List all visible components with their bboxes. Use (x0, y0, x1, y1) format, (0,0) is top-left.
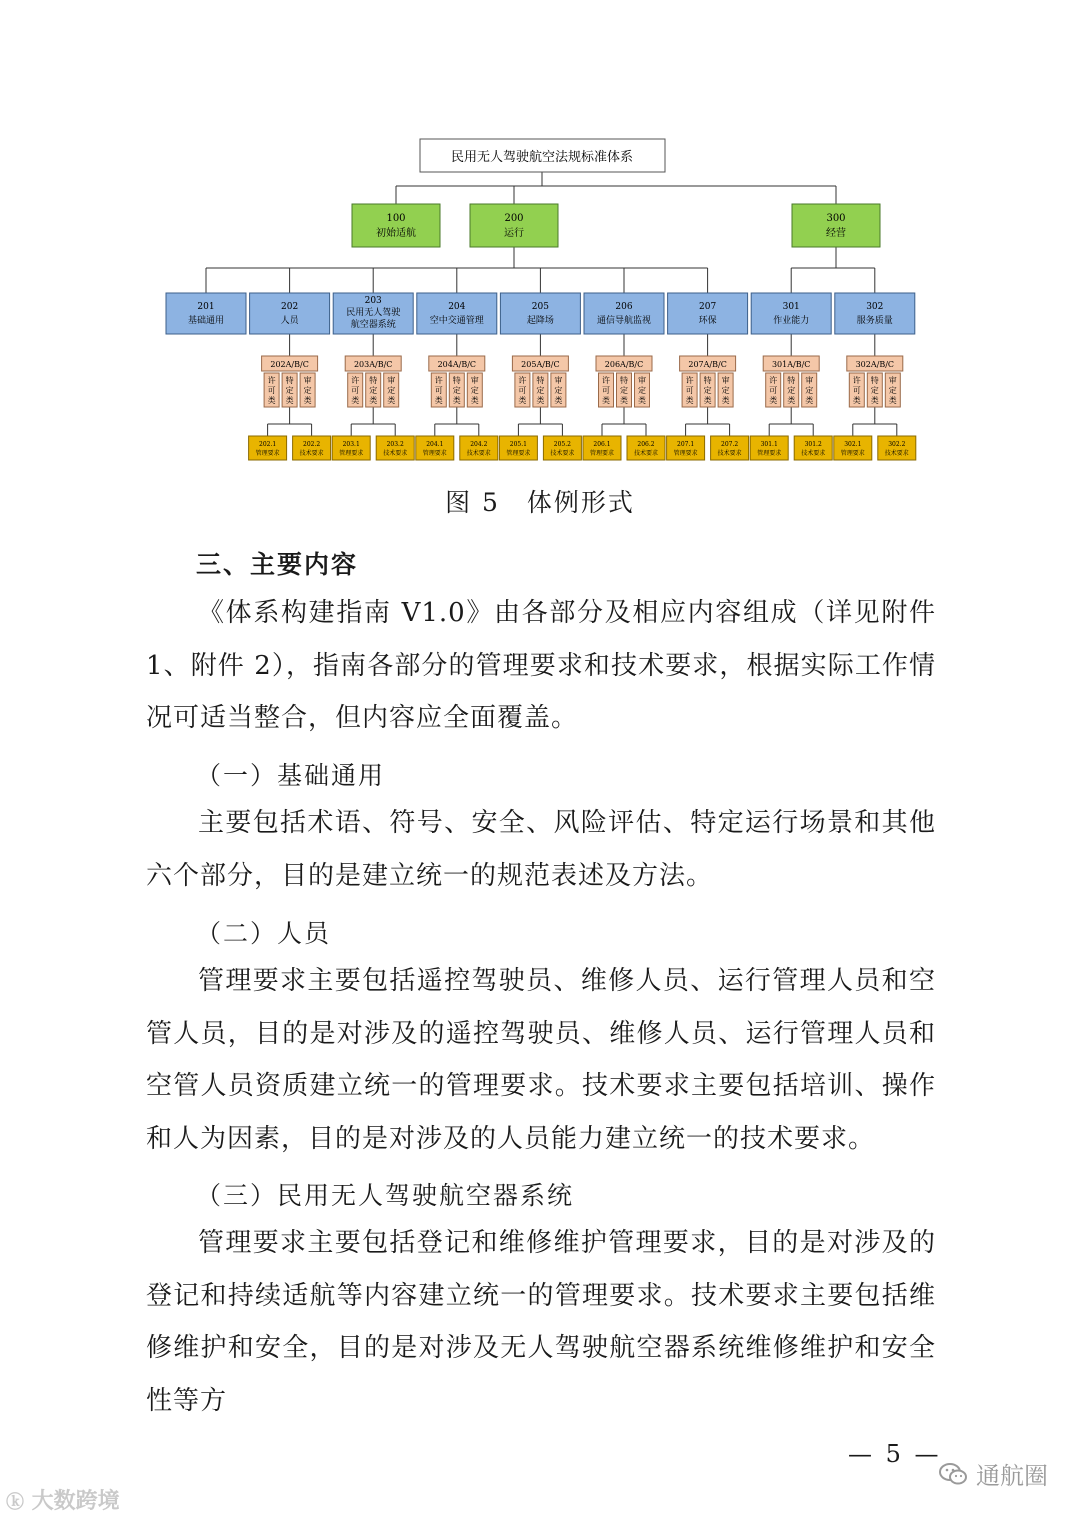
category-label: 审定类 (721, 376, 730, 405)
category-label: 许可类 (602, 376, 610, 405)
level2-box (584, 293, 664, 334)
level2-nodes (166, 293, 916, 460)
leaf-label: 206.2 技术要求 (633, 441, 659, 457)
level2-node-202 (249, 293, 331, 460)
level2-box (500, 293, 580, 334)
watermark-right (938, 1456, 1048, 1491)
category-label: 特定类 (703, 376, 712, 405)
subsection-title-personnel: （二）人员 (196, 919, 332, 948)
leaf-label: 203.2 技术要求 (383, 441, 408, 457)
level1-node-300 (792, 204, 880, 247)
mid-label: 301A/B/C (771, 360, 811, 369)
category-label: 特定类 (536, 376, 545, 405)
category-label: 许可类 (685, 376, 694, 405)
level1-nodes (352, 204, 880, 247)
level2-name: 环保 (698, 316, 717, 326)
category-label: 特定类 (620, 376, 628, 405)
category-label: 特定类 (452, 376, 461, 405)
category-label: 审定类 (303, 376, 312, 405)
leaf-label: 301.2 技术要求 (801, 441, 826, 457)
mid-label: 302A/B/C (855, 360, 895, 369)
level2-name: 民用无人驾驶 (346, 308, 401, 318)
level2-code: 207 (699, 302, 717, 312)
paragraph-uas: 管理要求主要包括登记和维修维护管理要求，目的是对涉及的登记和持续适航等内容建立统一的管理要求。技术要求主要包括维修维护和安全，目的是对涉及无人驾驶航空器系统维修维护和安全性等方 (146, 1228, 936, 1416)
level2-box (668, 293, 748, 334)
wechat-icon (938, 1461, 968, 1487)
level2-code: 204 (448, 302, 466, 312)
level2-node-301 (750, 293, 832, 460)
leaf-label: 203.1 管理要求 (339, 441, 364, 457)
level2-box (417, 293, 497, 334)
leaf-label: 302.2 技术要求 (884, 441, 909, 457)
paragraph-basic: 主要包括术语、符号、安全、风险评估、特定运行场景和其他六个部分，目的是建立统一的规范表述及方法。 (146, 808, 936, 891)
level2-node-204 (416, 293, 498, 460)
category-label: 审定类 (805, 376, 814, 405)
level2-box (250, 293, 330, 334)
level2-name: 通信导航监视 (596, 316, 652, 326)
mid-label: 207A/B/C (688, 360, 727, 369)
level2-name: 作业能力 (773, 316, 810, 326)
level1-code: 300 (826, 213, 846, 224)
category-label: 审定类 (554, 376, 563, 405)
category-label: 许可类 (518, 376, 527, 405)
leaf-label: 202.1 管理要求 (255, 441, 280, 457)
mid-label: 204A/B/C (437, 360, 477, 369)
leaf-label: 205.2 技术要求 (550, 441, 575, 457)
level2-box (751, 293, 831, 334)
level2-node-205 (499, 293, 581, 460)
level1-box (792, 204, 880, 247)
category-label: 审定类 (387, 376, 396, 405)
leaf-label: 301.1 管理要求 (757, 441, 782, 457)
watermark-left (6, 1484, 120, 1515)
subsection-title-basic: （一）基础通用 (196, 761, 386, 790)
leaf-label: 207.1 管理要求 (673, 441, 698, 457)
leaf-label: 205.1 管理要求 (506, 441, 531, 457)
level1-code: 100 (386, 213, 406, 224)
level2-code: 202 (281, 302, 299, 312)
level2-name: 服务质量 (856, 316, 893, 326)
level2-name: 基础通用 (187, 316, 225, 326)
category-label: 特定类 (369, 376, 378, 405)
level2-name: 人员 (280, 316, 299, 326)
level1-code: 200 (504, 213, 524, 224)
category-label: 许可类 (351, 376, 360, 405)
root-label: 民用无人驾驶航空法规标准体系 (450, 150, 634, 165)
level1-node-100 (352, 204, 440, 247)
level2-box (166, 293, 246, 334)
level2-node-302 (834, 293, 916, 460)
leaf-label: 206.1 管理要求 (589, 441, 615, 457)
level1-name: 运行 (504, 228, 524, 239)
category-label: 审定类 (638, 376, 646, 405)
leaf-label: 204.2 技术要求 (466, 441, 491, 457)
page-number: — 5 — (848, 1440, 942, 1468)
leaf-label: 207.2 技术要求 (717, 441, 742, 457)
category-label: 审定类 (888, 376, 897, 405)
level2-code: 201 (197, 302, 215, 312)
standards-hierarchy-diagram (0, 0, 1080, 470)
category-label: 许可类 (267, 376, 276, 405)
watermark-left-text: 大数跨境 (31, 1489, 120, 1514)
category-label: 特定类 (787, 376, 796, 405)
level2-code: 203 (364, 296, 382, 306)
category-label: 许可类 (852, 376, 861, 405)
level2-node-207 (667, 293, 749, 460)
category-label: 特定类 (285, 376, 294, 405)
leaf-label: 204.1 管理要求 (422, 441, 447, 457)
mid-label: 203A/B/C (353, 360, 393, 369)
category-label: 许可类 (769, 376, 778, 405)
section-heading: 三、主要内容 (196, 550, 359, 579)
root-node (420, 139, 665, 172)
level1-node-200 (470, 204, 558, 247)
category-label: 特定类 (870, 376, 879, 405)
level1-name: 初始适航 (376, 228, 416, 239)
level2-subname: 航空器系统 (350, 320, 396, 330)
level1-box (352, 204, 440, 247)
level2-code: 301 (782, 302, 800, 312)
figure-caption: 图 5 体例形式 (445, 488, 635, 517)
leaf-label: 202.2 技术要求 (299, 441, 324, 457)
paragraph-personnel: 管理要求主要包括遥控驾驶员、维修人员、运行管理人员和空管人员，目的是对涉及的遥控驾驶员、维修人员、运行管理人员和空管人员资质建立统一的管理要求。技术要求主要包括培训、操作和人为因素，目的是对涉及的人员能力建立统一的技术要求。 (146, 966, 936, 1154)
level2-node-201 (166, 293, 246, 334)
level2-node-203 (332, 293, 414, 460)
level2-node-206 (583, 293, 665, 460)
category-label: 许可类 (434, 376, 443, 405)
watermark-right-text: 通航圈 (976, 1462, 1048, 1490)
mid-label: 205A/B/C (521, 360, 560, 369)
level2-box (835, 293, 915, 334)
subsection-title-uas: （三）民用无人驾驶航空器系统 (196, 1181, 575, 1210)
level1-name: 经营 (826, 228, 846, 239)
level2-name: 起降场 (526, 316, 554, 326)
level2-name: 空中交通管理 (429, 316, 484, 326)
mid-label: 206A/B/C (604, 360, 644, 369)
level2-code: 302 (866, 302, 884, 312)
category-label: 审定类 (470, 376, 479, 405)
leaf-label: 302.1 管理要求 (840, 441, 865, 457)
mid-label: 202A/B/C (270, 360, 309, 369)
level2-code: 205 (531, 302, 549, 312)
level2-code: 206 (615, 302, 633, 312)
level1-box (470, 204, 558, 247)
watermark-logo-icon: ⓚ (6, 1492, 24, 1513)
paragraph-intro: 《体系构建指南 V1.0》由各部分及相应内容组成（详见附件 1、附件 2），指南各部分的管理要求和技术要求，根据实际工作情况可适当整合，但内容应全面覆盖。 (146, 598, 936, 734)
